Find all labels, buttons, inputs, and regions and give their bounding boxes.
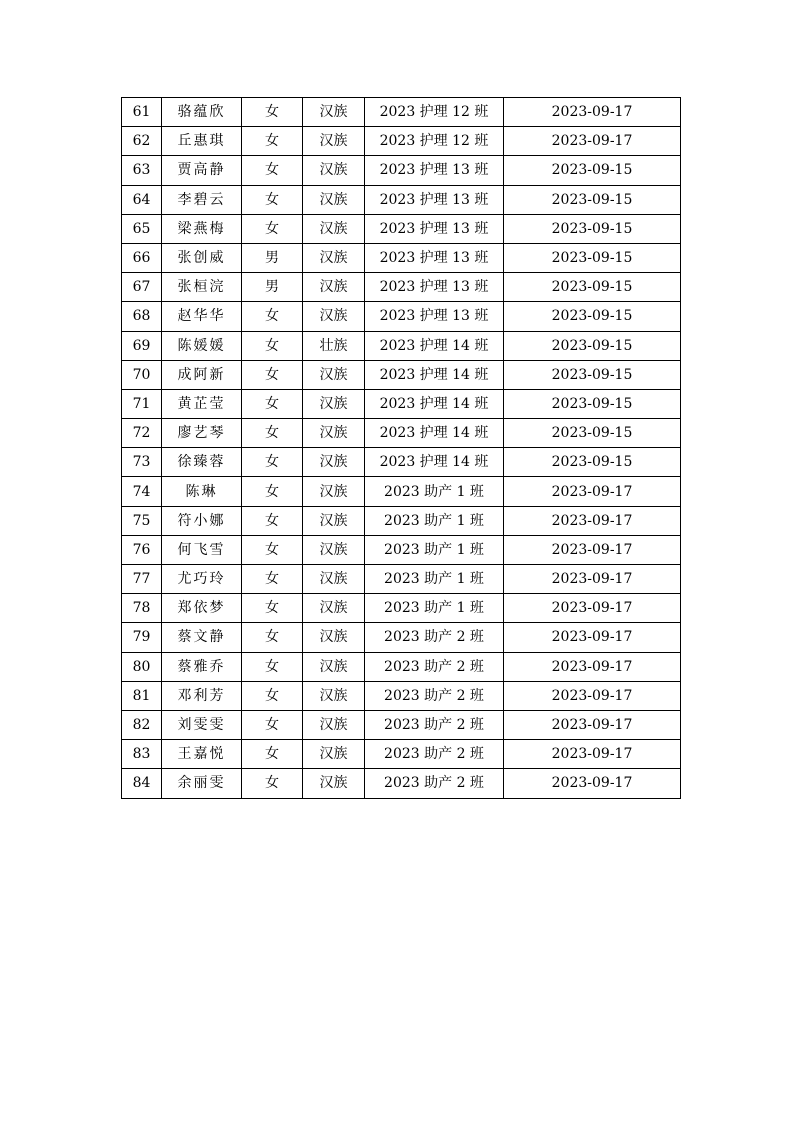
cell-gender: 女 [242,302,303,331]
cell-date: 2023-09-15 [504,331,681,360]
cell-number: 78 [122,594,162,623]
cell-ethnicity: 汉族 [303,565,365,594]
cell-name: 余丽雯 [162,769,242,798]
cell-date: 2023-09-17 [504,652,681,681]
cell-class: 2023 助产 1 班 [365,477,504,506]
cell-name: 刘雯雯 [162,710,242,739]
cell-ethnicity: 汉族 [303,98,365,127]
cell-date: 2023-09-17 [504,769,681,798]
cell-ethnicity: 汉族 [303,652,365,681]
cell-name: 丘惠琪 [162,127,242,156]
cell-date: 2023-09-15 [504,448,681,477]
cell-number: 74 [122,477,162,506]
cell-ethnicity: 汉族 [303,389,365,418]
cell-date: 2023-09-17 [504,740,681,769]
cell-class: 2023 护理 14 班 [365,331,504,360]
table-row [122,477,681,506]
cell-class: 2023 护理 14 班 [365,360,504,389]
cell-date: 2023-09-15 [504,156,681,185]
cell-class: 2023 助产 1 班 [365,535,504,564]
cell-gender: 女 [242,535,303,564]
table-row [122,185,681,214]
cell-ethnicity: 汉族 [303,769,365,798]
cell-number: 69 [122,331,162,360]
cell-name: 贾高静 [162,156,242,185]
cell-date: 2023-09-15 [504,243,681,272]
cell-class: 2023 助产 2 班 [365,710,504,739]
cell-gender: 女 [242,710,303,739]
cell-class: 2023 护理 13 班 [365,185,504,214]
cell-ethnicity: 汉族 [303,156,365,185]
cell-ethnicity: 汉族 [303,214,365,243]
cell-ethnicity: 汉族 [303,243,365,272]
cell-ethnicity: 汉族 [303,740,365,769]
cell-number: 84 [122,769,162,798]
cell-gender: 女 [242,156,303,185]
cell-date: 2023-09-17 [504,127,681,156]
cell-ethnicity: 汉族 [303,506,365,535]
cell-ethnicity: 汉族 [303,360,365,389]
cell-number: 80 [122,652,162,681]
table-row [122,331,681,360]
cell-ethnicity: 汉族 [303,127,365,156]
cell-name: 徐臻蓉 [162,448,242,477]
cell-class: 2023 助产 2 班 [365,740,504,769]
cell-class: 2023 助产 1 班 [365,506,504,535]
cell-date: 2023-09-15 [504,214,681,243]
roster-body [122,98,681,799]
table-row [122,127,681,156]
cell-ethnicity: 汉族 [303,535,365,564]
cell-ethnicity: 汉族 [303,448,365,477]
cell-ethnicity: 汉族 [303,302,365,331]
cell-number: 65 [122,214,162,243]
table-row [122,389,681,418]
cell-gender: 女 [242,448,303,477]
cell-number: 64 [122,185,162,214]
cell-class: 2023 护理 14 班 [365,419,504,448]
cell-number: 63 [122,156,162,185]
cell-number: 81 [122,681,162,710]
cell-name: 蔡文静 [162,623,242,652]
cell-name: 赵华华 [162,302,242,331]
cell-gender: 男 [242,243,303,272]
cell-ethnicity: 汉族 [303,594,365,623]
cell-name: 王嘉悦 [162,740,242,769]
table-row [122,740,681,769]
cell-class: 2023 护理 13 班 [365,156,504,185]
cell-name: 符小娜 [162,506,242,535]
cell-name: 梁燕梅 [162,214,242,243]
cell-gender: 女 [242,98,303,127]
cell-class: 2023 护理 12 班 [365,98,504,127]
cell-name: 李碧云 [162,185,242,214]
cell-date: 2023-09-15 [504,302,681,331]
cell-number: 75 [122,506,162,535]
table-row [122,681,681,710]
cell-number: 79 [122,623,162,652]
table-row [122,535,681,564]
cell-ethnicity: 汉族 [303,477,365,506]
cell-gender: 女 [242,214,303,243]
cell-ethnicity: 汉族 [303,273,365,302]
cell-number: 77 [122,565,162,594]
cell-ethnicity: 汉族 [303,623,365,652]
cell-class: 2023 护理 14 班 [365,448,504,477]
cell-gender: 女 [242,506,303,535]
cell-number: 71 [122,389,162,418]
cell-gender: 女 [242,565,303,594]
cell-class: 2023 护理 13 班 [365,214,504,243]
table-row [122,565,681,594]
cell-number: 68 [122,302,162,331]
cell-class: 2023 助产 2 班 [365,652,504,681]
cell-name: 廖艺琴 [162,419,242,448]
cell-date: 2023-09-17 [504,98,681,127]
cell-class: 2023 助产 2 班 [365,681,504,710]
cell-number: 76 [122,535,162,564]
cell-gender: 女 [242,360,303,389]
cell-number: 67 [122,273,162,302]
table-row [122,214,681,243]
cell-name: 张创威 [162,243,242,272]
cell-number: 62 [122,127,162,156]
cell-gender: 女 [242,681,303,710]
cell-gender: 女 [242,419,303,448]
cell-date: 2023-09-17 [504,477,681,506]
student-roster-table [121,97,681,799]
cell-gender: 女 [242,652,303,681]
cell-gender: 女 [242,389,303,418]
cell-date: 2023-09-17 [504,535,681,564]
cell-ethnicity: 汉族 [303,419,365,448]
cell-name: 黄芷莹 [162,389,242,418]
cell-date: 2023-09-17 [504,594,681,623]
cell-name: 陈琳 [162,477,242,506]
cell-class: 2023 护理 13 班 [365,243,504,272]
cell-number: 82 [122,710,162,739]
table-row [122,273,681,302]
cell-date: 2023-09-15 [504,273,681,302]
cell-class: 2023 护理 14 班 [365,389,504,418]
cell-gender: 男 [242,273,303,302]
table-row [122,360,681,389]
cell-class: 2023 助产 1 班 [365,594,504,623]
cell-date: 2023-09-15 [504,185,681,214]
cell-ethnicity: 汉族 [303,681,365,710]
cell-number: 83 [122,740,162,769]
cell-date: 2023-09-17 [504,681,681,710]
table-row [122,448,681,477]
cell-name: 张桓浣 [162,273,242,302]
cell-number: 61 [122,98,162,127]
cell-date: 2023-09-17 [504,565,681,594]
cell-date: 2023-09-15 [504,389,681,418]
cell-gender: 女 [242,740,303,769]
cell-date: 2023-09-17 [504,710,681,739]
table-row [122,506,681,535]
cell-name: 骆蕴欣 [162,98,242,127]
cell-class: 2023 助产 2 班 [365,769,504,798]
table-row [122,594,681,623]
cell-gender: 女 [242,477,303,506]
cell-date: 2023-09-17 [504,623,681,652]
table-row [122,623,681,652]
cell-number: 73 [122,448,162,477]
table-row [122,156,681,185]
cell-gender: 女 [242,127,303,156]
table-row [122,302,681,331]
cell-class: 2023 助产 1 班 [365,565,504,594]
cell-name: 邓利芳 [162,681,242,710]
cell-date: 2023-09-15 [504,360,681,389]
cell-date: 2023-09-17 [504,506,681,535]
cell-ethnicity: 汉族 [303,185,365,214]
table-row [122,710,681,739]
cell-ethnicity: 壮族 [303,331,365,360]
table-row [122,769,681,798]
cell-name: 陈媛媛 [162,331,242,360]
cell-gender: 女 [242,594,303,623]
cell-name: 何飞雪 [162,535,242,564]
table-row [122,243,681,272]
cell-name: 成阿新 [162,360,242,389]
cell-name: 蔡雅乔 [162,652,242,681]
cell-gender: 女 [242,769,303,798]
cell-class: 2023 护理 13 班 [365,273,504,302]
cell-number: 66 [122,243,162,272]
cell-gender: 女 [242,623,303,652]
cell-ethnicity: 汉族 [303,710,365,739]
cell-class: 2023 助产 2 班 [365,623,504,652]
cell-class: 2023 护理 13 班 [365,302,504,331]
cell-gender: 女 [242,185,303,214]
cell-number: 72 [122,419,162,448]
cell-name: 郑依梦 [162,594,242,623]
cell-name: 尤巧玲 [162,565,242,594]
table-row [122,98,681,127]
cell-date: 2023-09-15 [504,419,681,448]
cell-number: 70 [122,360,162,389]
cell-class: 2023 护理 12 班 [365,127,504,156]
table-row [122,652,681,681]
table-row [122,419,681,448]
cell-gender: 女 [242,331,303,360]
